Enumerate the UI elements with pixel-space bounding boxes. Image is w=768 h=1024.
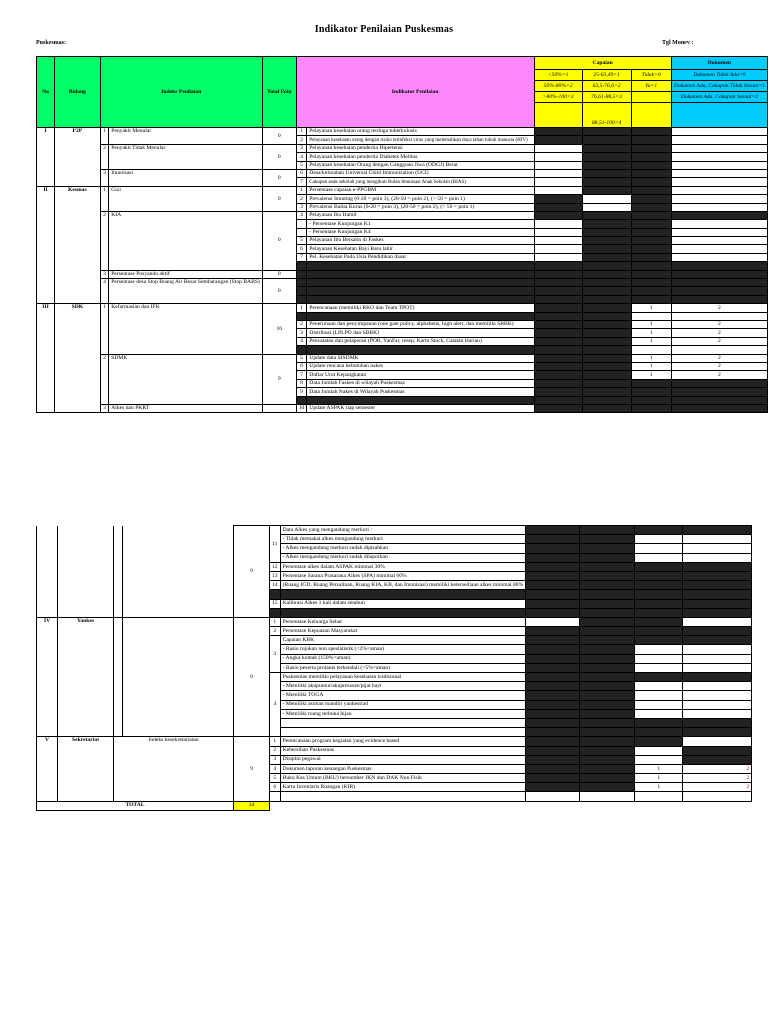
score-cell: 1 [631, 371, 671, 379]
section-no: III [37, 304, 55, 413]
indicator-table-part-1 [36, 56, 768, 413]
row-no: 13 [270, 571, 281, 580]
total-label: TOTAL [37, 801, 234, 810]
row-no: 2 [270, 746, 281, 755]
header-no: No [37, 57, 55, 128]
row-indicator: Persentase Keluarga Sehat [280, 617, 526, 626]
header-indikator: Indikator Penilaian [296, 57, 534, 128]
tgl-monev-label: Tgl Monev : [662, 40, 694, 46]
row-no: 2 [296, 136, 307, 144]
row-no: 6 [296, 245, 307, 253]
row-indicator: (Ruang IGD, Ruang Persalinan, Ruang KIA, KB, dan Imunisasi) memiliki ketersediaan alkes minimal 80% [280, 581, 526, 590]
row-indicator: - Tidak memakai alkes mengandung merkuri [280, 535, 526, 544]
row-indicator: Persentase capaian e-PPGBM [307, 186, 534, 194]
row-indicator: - Persentase Kunjungan K4 [307, 228, 534, 236]
index-label: SDMK [109, 354, 263, 404]
index-points: 0 [262, 169, 296, 186]
row-no: 1 [270, 737, 281, 746]
section-bidang: SDK [55, 304, 101, 413]
scale-cell: Dokumen Tidak Ada=0 [671, 70, 767, 81]
score-cell: 2 [671, 354, 767, 362]
row-indicator: Capaian KBK [280, 636, 526, 645]
row-no: 11 [270, 526, 281, 563]
row-indicator: Perencanaan program kegiatan yang evidence based [280, 737, 526, 746]
scale-cell: 50%-80%=2 [534, 81, 582, 92]
index-points: 0 [262, 279, 296, 304]
row-indicator: - Memiliki TOGA [280, 691, 526, 700]
index-no: 2 [100, 354, 109, 404]
scale-cell: 25-63,49=1 [582, 70, 631, 81]
row-no: 3 [296, 144, 307, 152]
row-no: 12 [270, 562, 281, 571]
row-no: 5 [296, 161, 307, 169]
row-no: 15 [270, 599, 281, 608]
row-indicator: - Memiliki akupuntur/akupressure/pijat bayi [280, 682, 526, 691]
row-indicator: Prevalensi Balita Kurus (0-20 = poin 3), (20-50 = poin 2), (> 50 = poin 1) [307, 203, 534, 211]
row-no: 1 [296, 186, 307, 194]
row-no: 5 [296, 237, 307, 245]
section-no: IV [37, 617, 58, 736]
row-no: 4 [296, 211, 307, 219]
row-indicator: Daftar Urut Kepangkatan [307, 371, 534, 379]
row-indicator: Pelayanan kesehatan Orang dengan Gangguan Jiwa (ODGJ) Berat [307, 161, 534, 169]
row-indicator: Persentase alkes dalam ASPAK minimal 30% [280, 562, 526, 571]
row-no: 1 [296, 128, 307, 136]
row-no: 3 [270, 755, 281, 764]
section-no: V [37, 737, 58, 801]
row-indicator: Dokumen laporan keuangan Puskesmas [280, 764, 526, 773]
row-no: 6 [296, 169, 307, 177]
row-indicator: - Persentase Kunjungan K1 [307, 220, 534, 228]
section-bidang: Sekretariat [58, 737, 114, 801]
row-indicator: - Memiliki ruang terbuka hijau [280, 709, 526, 718]
index-label: Persentase Posyandu aktif [109, 270, 263, 278]
index-no: 1 [100, 304, 109, 354]
index-label: Imunisasi [109, 169, 263, 186]
index-no: 2 [100, 144, 109, 169]
row-no: 3 [296, 203, 307, 211]
scale-cell: 76,61-88,5=3 [582, 92, 631, 103]
indicator-table-part-2 [36, 525, 752, 811]
row-indicator: Data Jumlah Faskes di wilayah Puskesmas [307, 379, 534, 387]
row-indicator: Cakupan anak sekolah yang mengikuti Bulan Imunisasi Anak Sekolah (BIAS) [307, 178, 534, 186]
scale-cell: Tidak=0 [631, 70, 671, 81]
score-cell: 1 [631, 304, 671, 312]
row-no: 4 [296, 337, 307, 345]
header-dokumen: Dokumen [671, 57, 767, 70]
index-points: 0 [234, 617, 270, 736]
total-value: 34 [234, 801, 270, 810]
row-no: 7 [296, 371, 307, 379]
row-indicator: Pelayanan kesehatan penderita Diabetes Melitus [307, 153, 534, 161]
score-cell: 2 [671, 304, 767, 312]
row-indicator: Disiplin pegawai [280, 755, 526, 764]
index-no: 2 [100, 211, 109, 270]
row-indicator: Persentase Sarana Prasarana Alkes (SPA) minimal 60% [280, 571, 526, 580]
row-no: 7 [296, 253, 307, 261]
score-cell: 2 [671, 320, 767, 328]
score-cell: 1 [631, 329, 671, 337]
section-bidang: P2P [55, 128, 101, 187]
row-no: 2 [296, 195, 307, 203]
scale-cell: Dokumen Ada, Cakupan Sesuai=2 [671, 92, 767, 103]
index-no: 3 [100, 404, 109, 412]
row-indicator: - Alkes mengandung merkuri sudah dipisahkan [280, 544, 526, 553]
row-indicator: Update ASPAK tiap semester [307, 404, 534, 412]
index-points: 16 [262, 304, 296, 354]
row-indicator: Kartu Inventaris Ruangan (KIR) [280, 783, 526, 792]
index-label: Alkes dan PKRT [109, 404, 263, 412]
score-cell: 2 [683, 764, 752, 773]
scale-cell: Ya=1 [631, 81, 671, 92]
index-no: 4 [100, 279, 109, 304]
row-no: 7 [296, 178, 307, 186]
row-indicator: - Memiliki asuhan mandiri yankestrad [280, 700, 526, 709]
row-indicator: Kalibrasi Alkes 1 kali dalam setahun [280, 599, 526, 608]
puskesmas-label: Puskesmas: [36, 40, 67, 46]
index-no: 3 [100, 169, 109, 186]
row-no: 3 [296, 329, 307, 337]
row-indicator: Pelayanan Ibu Bersalin di Faskes [307, 237, 534, 245]
row-no: 6 [270, 783, 281, 792]
index-label: Penyakit Menular [109, 128, 263, 145]
row-indicator: - Rasio rujukan non spesialistik (<2%=aman) [280, 645, 526, 654]
score-cell: 1 [631, 320, 671, 328]
row-no: 8 [296, 379, 307, 387]
row-indicator: - Angka kontak (150%=aman) [280, 654, 526, 663]
row-indicator: Data Jumlah Nakes di Wilayah Puskesmas [307, 388, 534, 396]
row-indicator: Update data SISDMK [307, 354, 534, 362]
section-bidang: Yankes [58, 617, 114, 736]
score-cell: 1 [635, 774, 683, 783]
index-label: Persentase desa Stop Buang Air Besar Sembarangan (Stop BABS) [109, 279, 263, 304]
score-cell: 1 [635, 764, 683, 773]
row-no: 10 [296, 404, 307, 412]
score-cell: 2 [671, 362, 767, 370]
row-indicator: Data Alkes yang mengandung merkuri : [280, 526, 526, 535]
index-no: 1 [100, 128, 109, 145]
scale-cell: >80%-100=3 [534, 92, 582, 103]
row-indicator: - Alkes mengandung merkuri sudah dilaporkan [280, 553, 526, 562]
row-indicator: Kebersihan Puskesmas [280, 746, 526, 755]
row-indicator: Pelayanan kesehatan orang dengan risiko terinfeksi virus yang melemahkan daya tahan tubuh manusia (HIV) [307, 136, 534, 144]
index-label: Gizi [109, 186, 263, 211]
row-indicator: Pencatatan dan pelaporan (POR, YanFar, resep, Kartu Stock, Catatan Harian) [307, 337, 534, 345]
header-capaian: Capaian [534, 57, 671, 70]
row-indicator: Update rencana kebutuhan nakes [307, 362, 534, 370]
row-indicator: Desa/kelurahan Universal Child Immunization (UCI) [307, 169, 534, 177]
index-points: 0 [262, 128, 296, 145]
index-points: 9 [262, 354, 296, 404]
index-points: 9 [234, 737, 270, 801]
index-points: 0 [234, 526, 270, 618]
scale-cell: <50%=1 [534, 70, 582, 81]
index-label: Indeks kesekretariatan [114, 737, 234, 801]
index-no: 3 [100, 270, 109, 278]
row-no: 4 [296, 153, 307, 161]
header-indeks: Indeks Penilaian [100, 57, 262, 128]
row-indicator: Penerimaan dan penyimpanan (one gate policy, alphabetis, high alert, dan memiliki SBBK) [307, 320, 534, 328]
row-indicator: Pelayanan kesehatan penderita Hipertensi [307, 144, 534, 152]
score-cell: 1 [635, 783, 683, 792]
scale-cell: Dokumen Ada, Cakupan Tidak Sesuai=1 [671, 81, 767, 92]
row-indicator: Persentase Kepuasan Masyarakat [280, 627, 526, 636]
scale-cell: 88,51-100=4 [582, 103, 631, 128]
section-no: I [37, 128, 55, 187]
row-indicator: Puskesmas memiliki pelayanan kesehatan tradisional [280, 673, 526, 682]
row-indicator: Pelayanan Ibu Hamil [307, 211, 534, 219]
index-points: 0 [262, 270, 296, 278]
score-cell: 1 [631, 362, 671, 370]
header-total-poin: Total Poin [262, 57, 296, 128]
score-cell: 2 [683, 783, 752, 792]
score-cell: 2 [671, 329, 767, 337]
score-cell: 1 [631, 354, 671, 362]
row-no: 4 [270, 673, 281, 737]
row-indicator: Pelayanan Kesehatan Bayi Baru lahir [307, 245, 534, 253]
score-cell: 2 [683, 774, 752, 783]
row-no: 6 [296, 362, 307, 370]
row-indicator: Distribusi (LPLPO dan SBBK) [307, 329, 534, 337]
row-no: 1 [296, 304, 307, 312]
index-label: Penyakit Tidak Menular [109, 144, 263, 169]
row-no: 1 [270, 617, 281, 626]
row-no: 2 [296, 320, 307, 328]
row-no: 5 [296, 354, 307, 362]
row-indicator: Buku Kas Umum (BKU) bersumber JKN dan DAK Non Fisik [280, 774, 526, 783]
header-bidang: Bidang [55, 57, 101, 128]
index-label: KIA [109, 211, 263, 270]
index-no: 1 [100, 186, 109, 211]
row-no: 5 [270, 774, 281, 783]
page-title: Indikator Penilaian Puskesmas [314, 24, 454, 35]
score-cell: 2 [671, 337, 767, 345]
index-points: 0 [262, 144, 296, 169]
section-no: II [37, 186, 55, 303]
row-no: 4 [270, 764, 281, 773]
score-cell: 1 [631, 337, 671, 345]
row-no: 14 [270, 581, 281, 590]
scale-cell: 63,5-76,6=2 [582, 81, 631, 92]
row-indicator: Prevalensi Stunting (0-20 = poin 3), (20-50 = poin 2), (> 50 = poin 1) [307, 195, 534, 203]
row-indicator: Perencanaan (memiliki RKO dan Team TPOT) [307, 304, 534, 312]
index-points: 0 [262, 211, 296, 270]
row-no: 9 [296, 388, 307, 396]
index-label: Kefarmasian dan IFK [109, 304, 263, 354]
index-points: 0 [262, 186, 296, 211]
row-indicator: - Rasio peserta prolanis terkendali (>5%=aman) [280, 663, 526, 672]
section-bidang: Kesmas [55, 186, 101, 303]
row-indicator: Pelayanan kesehatan orang terduga tuberkulosis [307, 128, 534, 136]
score-cell: 2 [671, 371, 767, 379]
row-no: 2 [270, 627, 281, 636]
row-indicator: Pel. Kesehatan Pada Usia Pendidikan dasar [307, 253, 534, 261]
row-no: 3 [270, 636, 281, 673]
